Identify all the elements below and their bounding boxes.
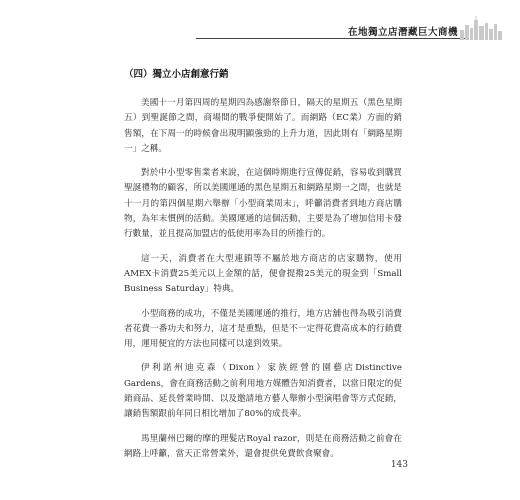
paragraph: 伊利諾州迪克森（Dixon）家族經營的園藝店Distinctive Gardens，會在商務活動之前利用地方媒體告知消費者，以當日限定的促銷商品、延長營業時間、以及邀請地方藝人舉辦小型演唱會等方式促銷，讓銷售額跟前年同日相比增加了80%的成長率。	[124, 363, 402, 420]
paragraph: 美國十一月第四周的星期四為感謝祭節日，隔天的星期五（黑色星期五）到聖誕節之間，商場間的戰爭便開始了。而網路（EC業）方面的銷售額，在下周一的時候會出現明顯強勁的上升力道，因此則有「網路星期一」之稱。	[124, 98, 402, 154]
paragraph: 小型商務的成功，不僅是美國運通的推行，地方店舖也得為吸引消費者花費一番功夫和努力，這才是重點，但是不一定得花費高成本的行銷費用，運用便宜的方法也同樣可以達到效果。	[124, 308, 402, 350]
main-text	[124, 66, 402, 471]
paragraph: 這一天，消費者在大型連鎖等不屬於地方商店的店家購物，使用AMEX卡消費25美元以上金額的話，便會提撥25美元的現金到「Small Business Saturday」特典。	[124, 253, 402, 295]
paragraph: 馬里蘭州巴爾的摩的理髮店Royal razor，則是在商務活動之前會在網路上呼籲，當天正常營業外，還會提供免費飲食聚會。	[124, 433, 402, 459]
city-skyline-icon	[460, 14, 502, 40]
section-heading: （四）獨立小店創意行銷	[124, 69, 229, 80]
header-rule	[196, 38, 466, 39]
running-header-title: 在地獨立店潛藏巨大商機	[347, 27, 458, 38]
paragraph: 對於中小型零售業者來說，在這個時期進行宣傳促銷，容易收到購買聖誕禮物的顧客，所以美國運通的黑色星期五和網路星期一之間，也就是十一月的第四個星期六舉辦「小型商業周末」，呼籲消費者到地方商店購物，為年末慣例的活動。美國運通的這個活動，主要是為了增加信用卡發行數量，並且提高加盟店的低使用率為目的所推行的。	[124, 168, 402, 240]
page-number: 143	[390, 460, 408, 470]
